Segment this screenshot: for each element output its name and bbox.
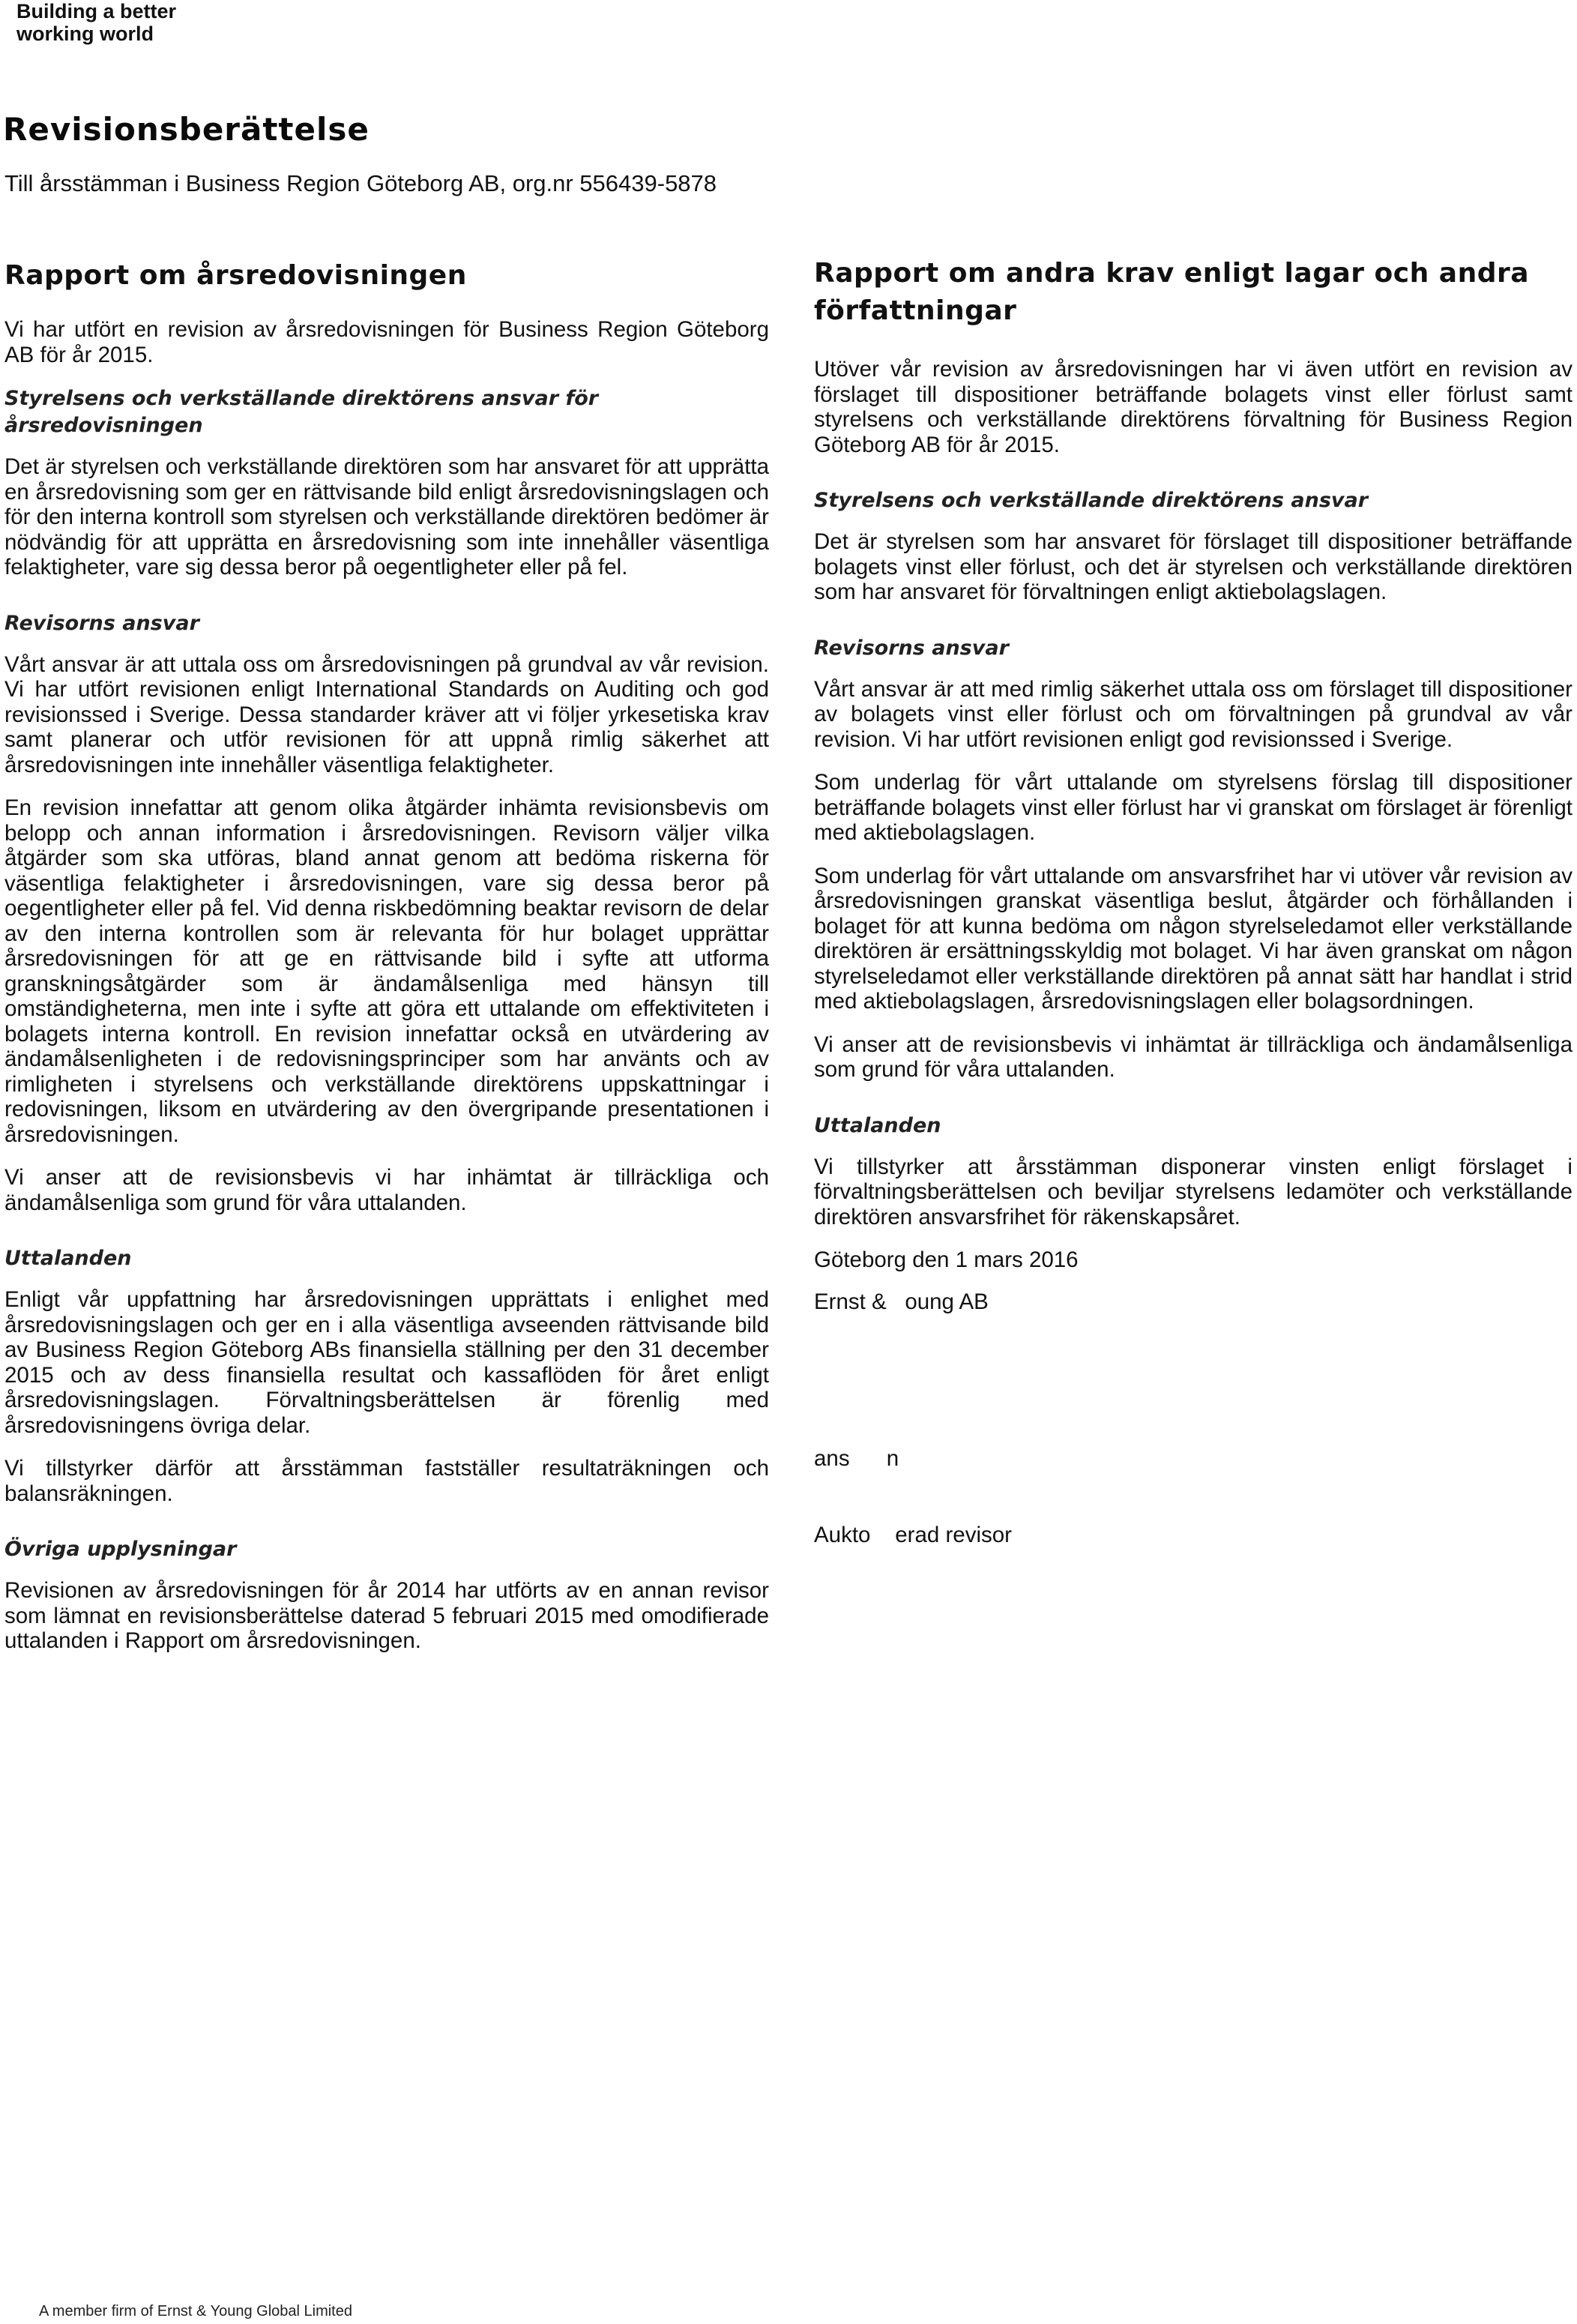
right-opinions-heading: Uttalanden bbox=[814, 1113, 941, 1137]
brand-tagline-line1: Building a better bbox=[16, 0, 177, 22]
left-opinions-heading: Uttalanden bbox=[4, 1247, 132, 1270]
left-board-responsibility-text: Det är styrelsen och verkställande direktören som har ansvaret för att upprätta en årsredovisning som ger en rättvisande bild enligt årsredovisningslagen och för den interna kontroll som styrelsen och verkställande direktören bedömer är nödvändig för att upprätta en årsredovisning som inte innehåller väsentliga felaktigheter, vare sig dessa beror på oegentligheter eller på fel. bbox=[4, 454, 769, 580]
brand-tagline bbox=[16, 0, 176, 45]
signer-name: ans n bbox=[814, 1446, 899, 1471]
signature-block bbox=[814, 1247, 1573, 1599]
left-board-responsibility-heading: Styrelsens och verkställande direktörens ansvar för årsredovisningen bbox=[4, 387, 599, 437]
right-auditor-responsibility-heading: Revisorns ansvar bbox=[814, 636, 1009, 660]
left-opinion-paragraph-1: Enligt vår uppfattning har årsredovisningen upprättats i enlighet med årsredovisningslagen och ger en i alla väsentliga avseenden rättvisande bild av Business Region Göteborg ABs finansiella ställning per den 31 december 2015 och av dess finansiella resultat och kassaflöden för året enligt årsredovisningslagen. Förvaltningsberättelsen är förenlig med årsredovisningens övriga delar. bbox=[4, 1287, 769, 1438]
place-and-date: Göteborg den 1 mars 2016 bbox=[814, 1247, 1079, 1272]
section-heading-annual-report: Rapport om årsredovisningen bbox=[4, 260, 467, 291]
right-auditor-paragraph-1: Vårt ansvar är att med rimlig säkerhet uttala oss om förslaget till dispositioner av bolagets vinst eller förlust och om förvaltningen på grundval av vår revision. Vi har utfört revisionen enligt god revisionssed i Sverige. bbox=[814, 676, 1573, 752]
document-subtitle: Till årsstämman i Business Region Göteborg AB, org.nr 556439-5878 bbox=[4, 170, 717, 196]
left-other-information-heading: Övriga upplysningar bbox=[4, 1538, 237, 1561]
signer-title: Aukto erad revisor bbox=[814, 1523, 1012, 1547]
left-auditor-paragraph-3: Vi anser att de revisionsbevis vi har inhämtat är tillräckliga och ändamålsenliga som grund för våra uttalanden. bbox=[4, 1165, 769, 1215]
right-auditor-paragraph-3: Som underlag för vårt uttalande om ansvarsfrihet har vi utöver vår revision av årsredovisningen granskat väsentliga beslut, åtgärder och förhållanden i bolaget för att kunna bedöma om någon styrelseledamot eller verkställande direktören är ersättningsskyldig mot bolaget. Vi har även granskat om någon styrelseledamot eller verkställande direktören på annat sätt har handlat i strid med aktiebolagslagen, årsredovisningslagen eller bolagsordningen. bbox=[814, 863, 1573, 1014]
brand-tagline-line2: working world bbox=[16, 22, 154, 45]
right-opinion-paragraph: Vi tillstyrker att årsstämman disponerar vinsten enligt förslaget i förvaltningsberättelsen och beviljar styrelsens ledamöter och verkställande direktören ansvarsfrihet för räkenskapsåret. bbox=[814, 1154, 1573, 1229]
right-auditor-paragraph-4: Vi anser att de revisionsbevis vi inhämtat är tillräckliga och ändamålsenliga som grund för våra uttalanden. bbox=[814, 1032, 1573, 1082]
footer-note: A member firm of Ernst & Young Global Limited bbox=[39, 2303, 352, 2320]
left-auditor-paragraph-1: Vårt ansvar är att uttala oss om årsredovisningen på grundval av vår revision. Vi har utfört revisionen enligt International Standards on Auditing och god revisionssed i Sverige. Dessa standarder kräver att vi följer yrkesetiska krav samt planerar och utför revisionen för att uppnå rimlig säkerhet att årsredovisningen inte innehåller väsentliga felaktigheter. bbox=[4, 651, 769, 777]
left-other-information-paragraph: Revisionen av årsredovisningen för år 2014 har utförts av en annan revisor som lämnat en revisionsberättelse daterad 5 februari 2015 med omodifierade uttalanden i Rapport om årsredovisningen. bbox=[4, 1578, 769, 1653]
right-board-responsibility-text: Det är styrelsen som har ansvaret för förslaget till dispositioner beträffande bolagets vinst eller förlust, och det är styrelsen och verkställande direktören som har ansvaret för förvaltningen enligt aktiebolagslagen. bbox=[814, 529, 1573, 604]
right-auditor-paragraph-2: Som underlag för vårt uttalande om styrelsens förslag till dispositioner beträffande bolagets vinst eller förlust har vi granskat om förslaget är förenligt med aktiebolagslagen. bbox=[814, 770, 1573, 845]
left-opinion-paragraph-2: Vi tillstyrker därför att årsstämman fastställer resultaträkningen och balansräkningen. bbox=[4, 1456, 769, 1506]
right-column bbox=[814, 255, 1573, 1599]
signer bbox=[814, 1395, 1573, 1599]
audit-firm-name: Ernst & oung AB bbox=[814, 1289, 989, 1314]
left-column bbox=[4, 257, 769, 1672]
left-auditor-responsibility-heading: Revisorns ansvar bbox=[4, 611, 199, 635]
left-auditor-paragraph-2: En revision innefattar att genom olika åtgärder inhämta revisionsbevis om belopp och annan information i årsredovisningen. Revisorn väljer vilka åtgärder som ska utföras, bland annat genom att bedöma riskerna för väsentliga felaktigheter i årsredovisningen, vare sig dessa beror på oegentligheter eller på fel. Vid denna riskbedömning beaktar revisorn de delar av den interna kontrollen som är relevanta för hur bolaget upprättar årsredovisningen för att ge en rättvisande bild i syfte att utforma granskningsåtgärder som är ändamålsenliga med hänsyn till omständigheterna, men inte i syfte att göra ett uttalande om effektiviteten i bolagets interna kontroll. En revision innefattar också en utvärdering av ändamålsenligheten i de redovisningsprinciper som har använts och av rimligheten i styrelsens och verkställande direktörens uppskattningar i redovisningen, liksom en utvärdering av den övergripande presentationen i årsredovisningen. bbox=[4, 795, 769, 1147]
right-intro-paragraph: Utöver vår revision av årsredovisningen har vi även utfört en revision av förslaget till dispositioner beträffande bolagets vinst eller förlust samt styrelsens och verkställande direktörens förvaltning för Business Region Göteborg AB för år 2015. bbox=[814, 357, 1573, 457]
document-title: Revisionsberättelse bbox=[3, 111, 370, 148]
left-intro-paragraph: Vi har utfört en revision av årsredovisningen för Business Region Göteborg AB för år 2015. bbox=[4, 317, 769, 367]
section-heading-other-requirements: Rapport om andra krav enligt lagar och andra författningar bbox=[814, 258, 1530, 326]
right-board-responsibility-heading: Styrelsens och verkställande direktörens ansvar bbox=[814, 489, 1369, 512]
